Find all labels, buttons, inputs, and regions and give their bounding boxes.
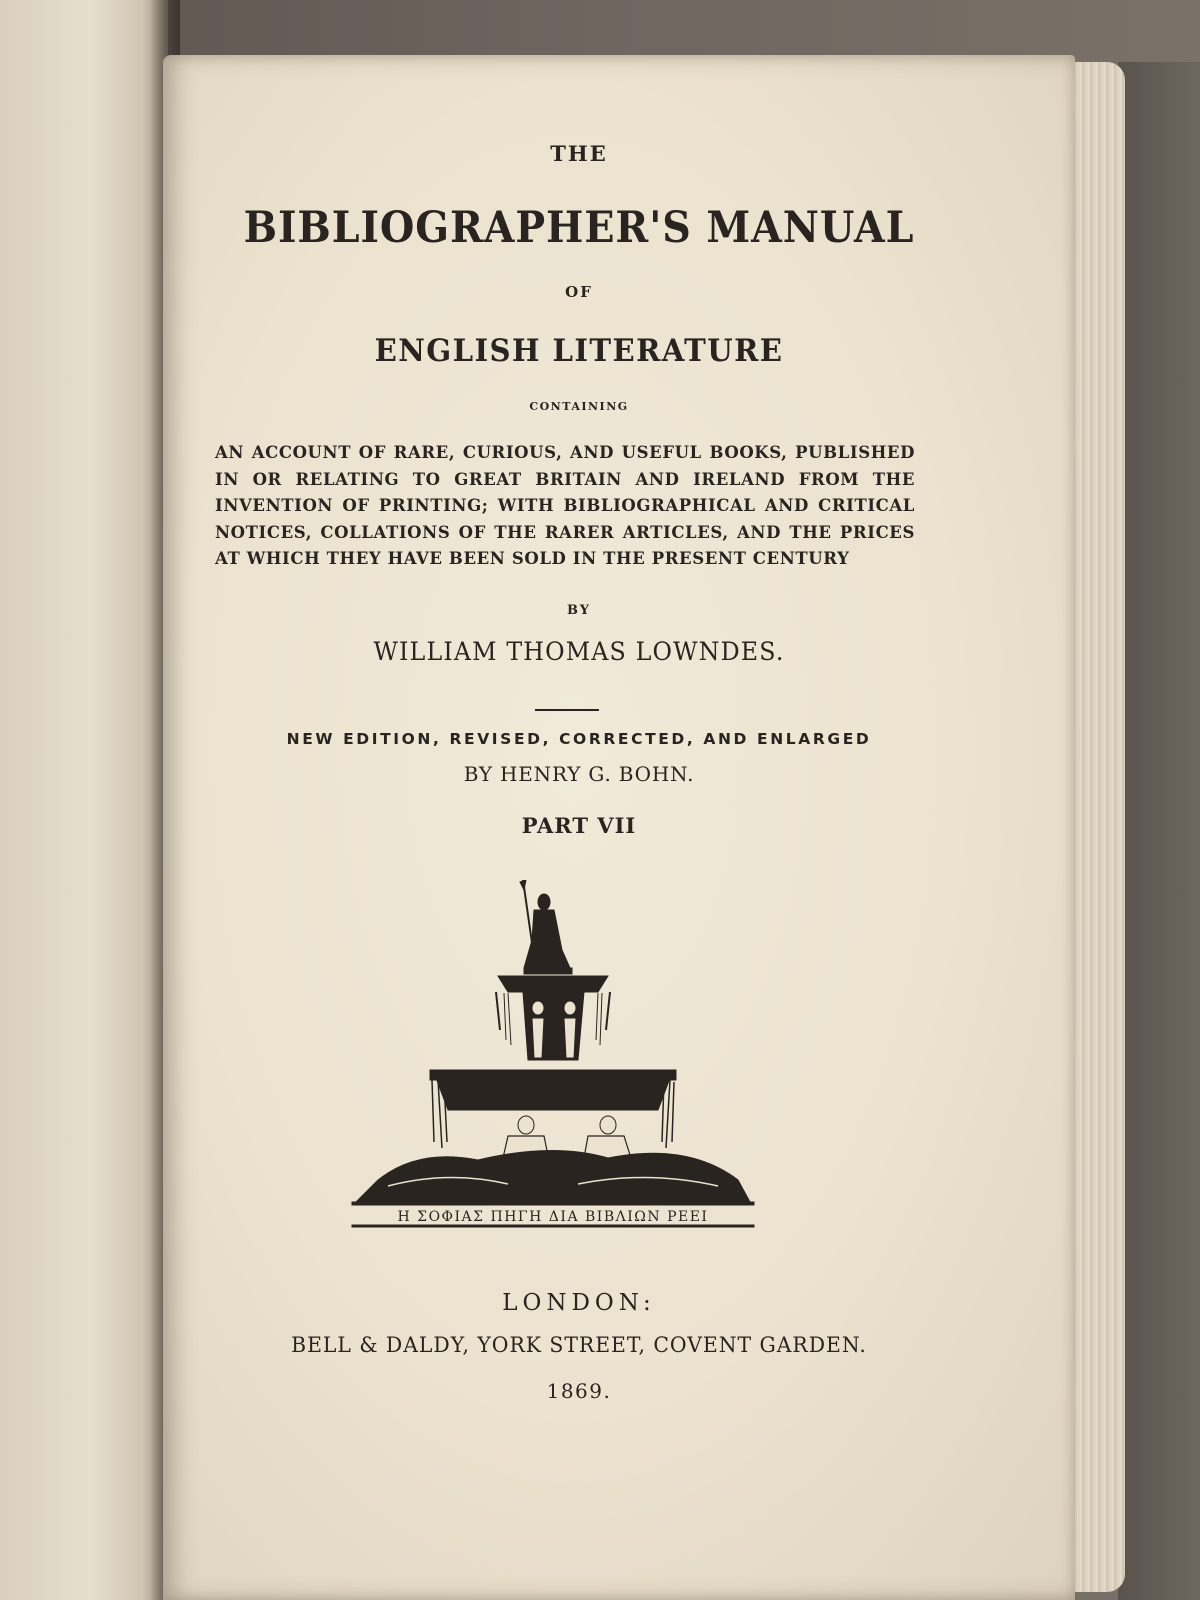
publication-city: LONDON:	[502, 1290, 656, 1316]
background-surface	[1118, 62, 1200, 1600]
book-title: BIBLIOGRAPHER'S MANUAL	[243, 203, 915, 253]
edition-statement: NEW EDITION, REVISED, CORRECTED, AND ENLARGED	[286, 730, 872, 748]
part-number: PART VII	[521, 813, 637, 838]
engraving-inscription: Η ΣΟΦΙΑΣ ΠΗΓΗ ΔΙΑ ΒΙΒΛΙΩΝ ΡΕΕΙ	[397, 1209, 709, 1225]
publisher-name: BELL & DALDY, YORK STREET, COVENT GARDEN.	[291, 1333, 867, 1357]
title-page	[163, 55, 1075, 1600]
divider-rule	[535, 709, 599, 711]
title-connector: OF	[565, 283, 593, 301]
book-subtitle: ENGLISH LITERATURE	[374, 333, 784, 369]
by-label: BY	[566, 603, 592, 618]
book-description: AN ACCOUNT OF RARE, CURIOUS, AND USEFUL BOOKS, PUBLISHED IN OR RELATING TO GREAT BRITAIN AND IRELAND FROM THE INVENTION OF PRINTING; WITH BIBLIOGRAPHICAL AND CRITICAL NOTICES, COLLATIONS OF THE RARER ARTICLES, AND THE PRICES AT WHICH THEY HAVE BEEN SOLD IN THE PRESENT CENTURY	[215, 443, 915, 568]
author-name: WILLIAM THOMAS LOWNDES.	[373, 637, 785, 666]
editor-name: BY HENRY G. BOHN.	[463, 762, 695, 786]
title-article: THE	[550, 141, 608, 166]
publication-year: 1869.	[546, 1379, 612, 1403]
fountain-with-statue-icon	[348, 880, 758, 1235]
left-facing-page	[0, 0, 168, 1600]
containing-label: CONTAINING	[529, 400, 629, 413]
